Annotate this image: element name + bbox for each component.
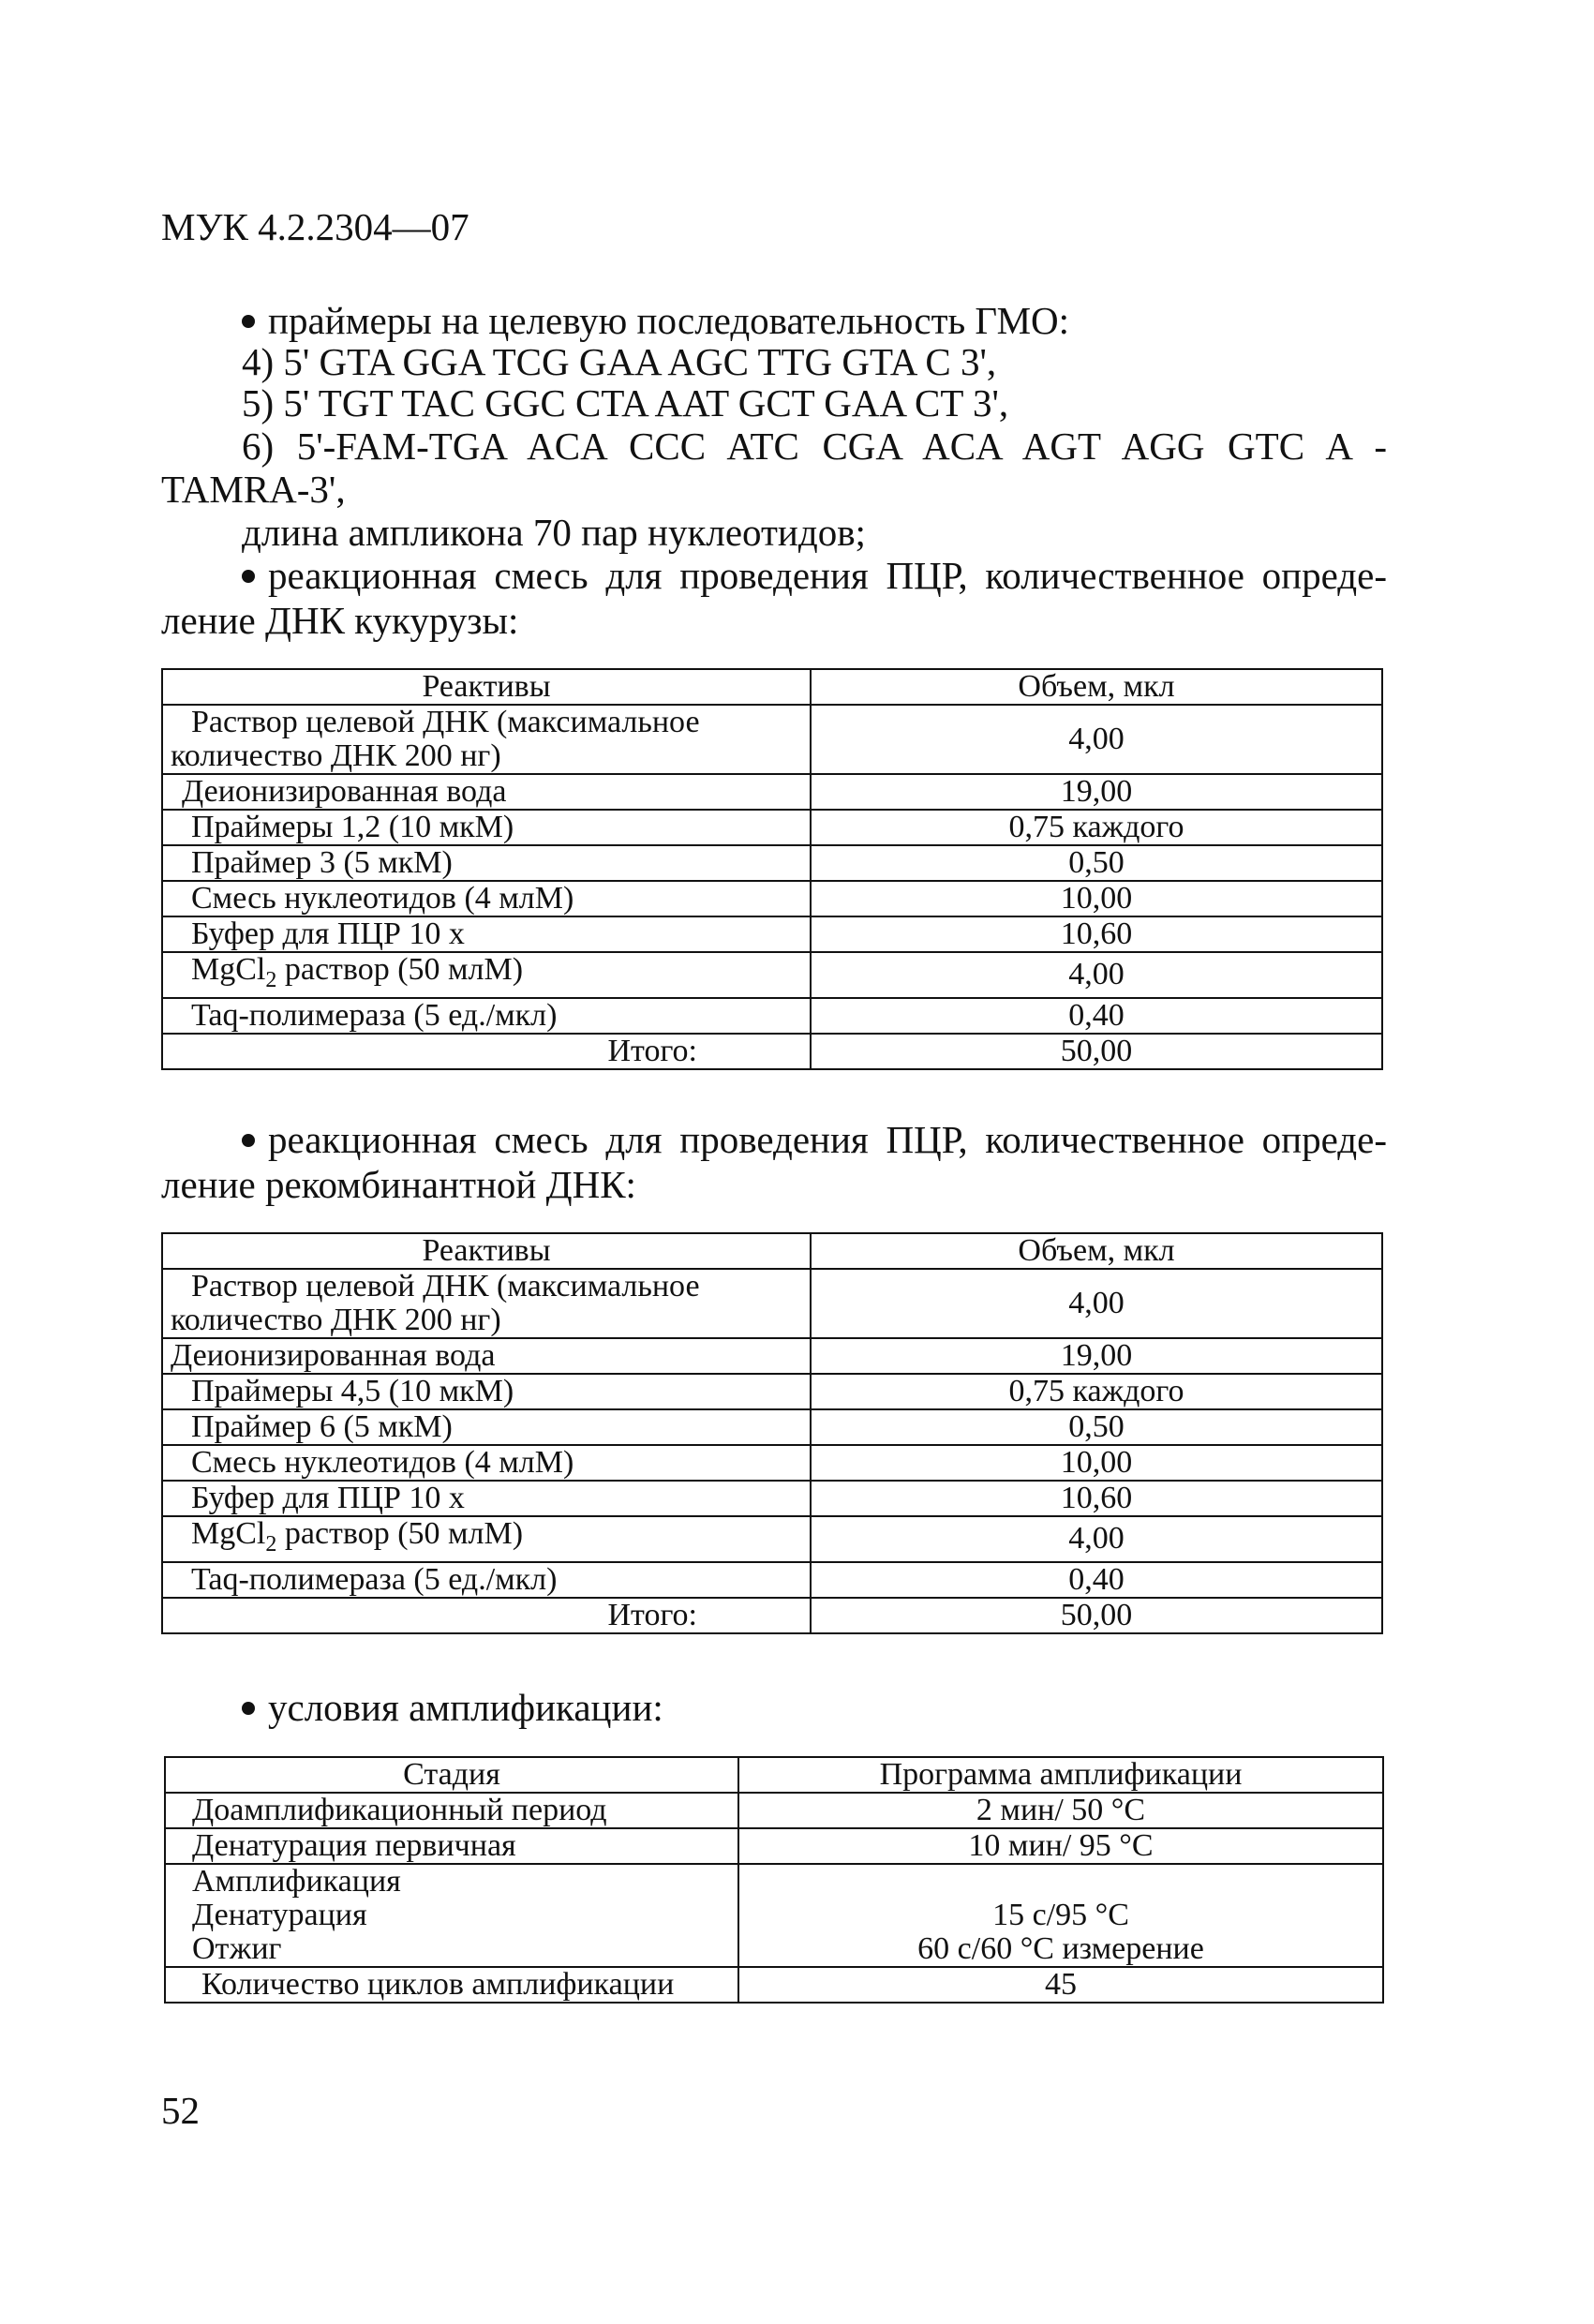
reagent-cell <box>162 952 811 998</box>
primer-line-6: 6) 5'-FAM-TGA ACA CCC ATC CGA ACA AGT AGG GTC A - <box>242 425 1387 468</box>
table-row <box>162 1516 1382 1562</box>
maize-mix-intro-line1 <box>242 553 1387 598</box>
maize-mix-intro-line2: ление ДНК кукурузы: <box>161 599 519 642</box>
table-total-row <box>162 1034 1382 1069</box>
column-header-volume: Объем, мкл <box>811 669 1382 705</box>
reagent-cell: Деионизированная вода <box>162 774 811 810</box>
table-row <box>162 1409 1382 1445</box>
amplicon-length: длина ампликона 70 пар нуклеотидов; <box>242 511 866 554</box>
maize-mix-table <box>161 668 1383 1070</box>
column-header-reagent: Реактивы <box>162 1233 811 1269</box>
table-row <box>162 1445 1382 1481</box>
table-row <box>162 952 1382 998</box>
reagent-cell <box>162 1269 811 1338</box>
primers-intro <box>242 298 1069 343</box>
volume-cell: 0,50 <box>811 845 1382 881</box>
total-value: 50,00 <box>811 1034 1382 1069</box>
recomb-mix-intro-line2: ление рекомбинантной ДНК: <box>161 1163 636 1206</box>
table-row <box>165 1828 1383 1864</box>
maize-mix-intro-text: реакционная смесь для проведения ПЦР, количественное опреде- <box>268 554 1387 597</box>
table-row <box>162 881 1382 916</box>
table-row <box>162 1338 1382 1374</box>
table-row <box>162 1269 1382 1338</box>
reagent-line1: Раствор целевой ДНК (максимальное <box>191 1269 700 1304</box>
reagent-cell: Буфер для ПЦР 10 х <box>162 916 811 952</box>
table-header-row <box>162 1233 1382 1269</box>
primer-line-6-cont: TAMRA-3', <box>161 468 346 511</box>
recomb-mix-table <box>161 1232 1383 1634</box>
stage-cell: Денатурация первичная <box>165 1828 738 1864</box>
volume-cell: 4,00 <box>811 705 1382 774</box>
bullet-icon <box>242 1702 255 1715</box>
primers-intro-text: праймеры на целевую последовательность ГМО: <box>268 299 1070 342</box>
volume-cell: 19,00 <box>811 774 1382 810</box>
total-value: 50,00 <box>811 1598 1382 1633</box>
reagent-cell: Праймер 6 (5 мкМ) <box>162 1409 811 1445</box>
reagent-cell: Праймер 3 (5 мкМ) <box>162 845 811 881</box>
program-line1: 15 с/95 °С <box>992 1898 1129 1932</box>
amplification-intro-text: условия амплификации: <box>268 1686 663 1729</box>
column-header-volume: Объем, мкл <box>811 1233 1382 1269</box>
reagent-rest: раствор (50 млМ) <box>276 952 524 987</box>
column-header-stage: Стадия <box>165 1757 738 1793</box>
amplification-table <box>164 1756 1384 2004</box>
table-row <box>165 1864 1383 1967</box>
reagent-subscript: 2 <box>265 967 277 992</box>
volume-cell: 4,00 <box>811 1516 1382 1562</box>
reagent-formula: MgCl <box>191 952 266 987</box>
program-cell: 45 <box>738 1967 1383 2003</box>
reagent-cell: Смесь нуклеотидов (4 млМ) <box>162 1445 811 1481</box>
program-cell <box>738 1864 1383 1967</box>
reagent-cell: Буфер для ПЦР 10 х <box>162 1481 811 1516</box>
table-row <box>162 845 1382 881</box>
bullet-icon <box>242 315 255 328</box>
reagent-cell <box>162 705 811 774</box>
volume-cell: 4,00 <box>811 952 1382 998</box>
primer-line-5: 5) 5' TGT TAC GGC CTA AAT GCT GAA CT 3', <box>242 381 1009 425</box>
volume-cell: 10,00 <box>811 1445 1382 1481</box>
reagent-cell: Смесь нуклеотидов (4 млМ) <box>162 881 811 916</box>
table-header-row <box>165 1757 1383 1793</box>
table-row <box>162 998 1382 1034</box>
bullet-icon <box>242 1134 255 1147</box>
volume-cell: 4,00 <box>811 1269 1382 1338</box>
volume-cell: 0,75 каждого <box>811 810 1382 845</box>
primer-line-4: 4) 5' GTA GGA TCG GAA AGC TTG GTA C 3', <box>242 340 997 383</box>
reagent-cell: Праймеры 1,2 (10 мкМ) <box>162 810 811 845</box>
total-label: Итого: <box>162 1598 811 1633</box>
reagent-cell: Taq-полимераза (5 ед./мкл) <box>162 1562 811 1598</box>
table-row <box>162 916 1382 952</box>
program-cell: 2 мин/ 50 °С <box>738 1793 1383 1828</box>
table-row <box>162 1481 1382 1516</box>
reagent-cell <box>162 1516 811 1562</box>
amplification-intro <box>242 1685 663 1730</box>
reagent-line2: количество ДНК 200 нг) <box>171 1303 501 1337</box>
stage-cell <box>165 1864 738 1967</box>
table-row <box>162 705 1382 774</box>
column-header-reagent: Реактивы <box>162 669 811 705</box>
program-line2: 60 с/60 °С измерение <box>917 1931 1204 1966</box>
volume-cell: 0,40 <box>811 1562 1382 1598</box>
table-row <box>165 1793 1383 1828</box>
reagent-line1: Раствор целевой ДНК (максимальное <box>191 705 700 739</box>
stage-cell: Доамплификационный период <box>165 1793 738 1828</box>
table-row <box>162 1562 1382 1598</box>
reagent-cell: Деионизированная вода <box>162 1338 811 1374</box>
reagent-cell: Праймеры 4,5 (10 мкМ) <box>162 1374 811 1409</box>
program-cell: 10 мин/ 95 °С <box>738 1828 1383 1864</box>
column-header-program: Программа амплификации <box>738 1757 1383 1793</box>
table-row <box>162 810 1382 845</box>
volume-cell: 0,75 каждого <box>811 1374 1382 1409</box>
bullet-icon <box>242 570 255 583</box>
stage-cell: Количество циклов амплификации <box>165 1967 738 2003</box>
reagent-formula: MgCl <box>191 1516 266 1551</box>
table-row <box>162 774 1382 810</box>
volume-cell: 10,00 <box>811 881 1382 916</box>
table-row <box>165 1967 1383 2003</box>
reagent-rest: раствор (50 млМ) <box>276 1516 524 1551</box>
volume-cell: 10,60 <box>811 916 1382 952</box>
volume-cell: 0,50 <box>811 1409 1382 1445</box>
page-number: 52 <box>161 2089 200 2132</box>
table-row <box>162 1374 1382 1409</box>
reagent-cell: Taq-полимераза (5 ед./мкл) <box>162 998 811 1034</box>
volume-cell: 10,60 <box>811 1481 1382 1516</box>
recomb-mix-intro-line1 <box>242 1117 1387 1162</box>
recomb-mix-intro-text: реакционная смесь для проведения ПЦР, количественное опреде- <box>268 1118 1387 1161</box>
document-header: МУК 4.2.2304—07 <box>161 205 469 248</box>
reagent-line2: количество ДНК 200 нг) <box>171 738 501 773</box>
volume-cell: 19,00 <box>811 1338 1382 1374</box>
total-label: Итого: <box>162 1034 811 1069</box>
stage-line2: Денатурация <box>192 1898 367 1932</box>
reagent-subscript: 2 <box>265 1531 277 1557</box>
volume-cell: 0,40 <box>811 998 1382 1034</box>
table-total-row <box>162 1598 1382 1633</box>
table-header-row <box>162 669 1382 705</box>
stage-line3: Отжиг <box>192 1931 282 1966</box>
stage-line1: Амплификация <box>192 1864 401 1899</box>
